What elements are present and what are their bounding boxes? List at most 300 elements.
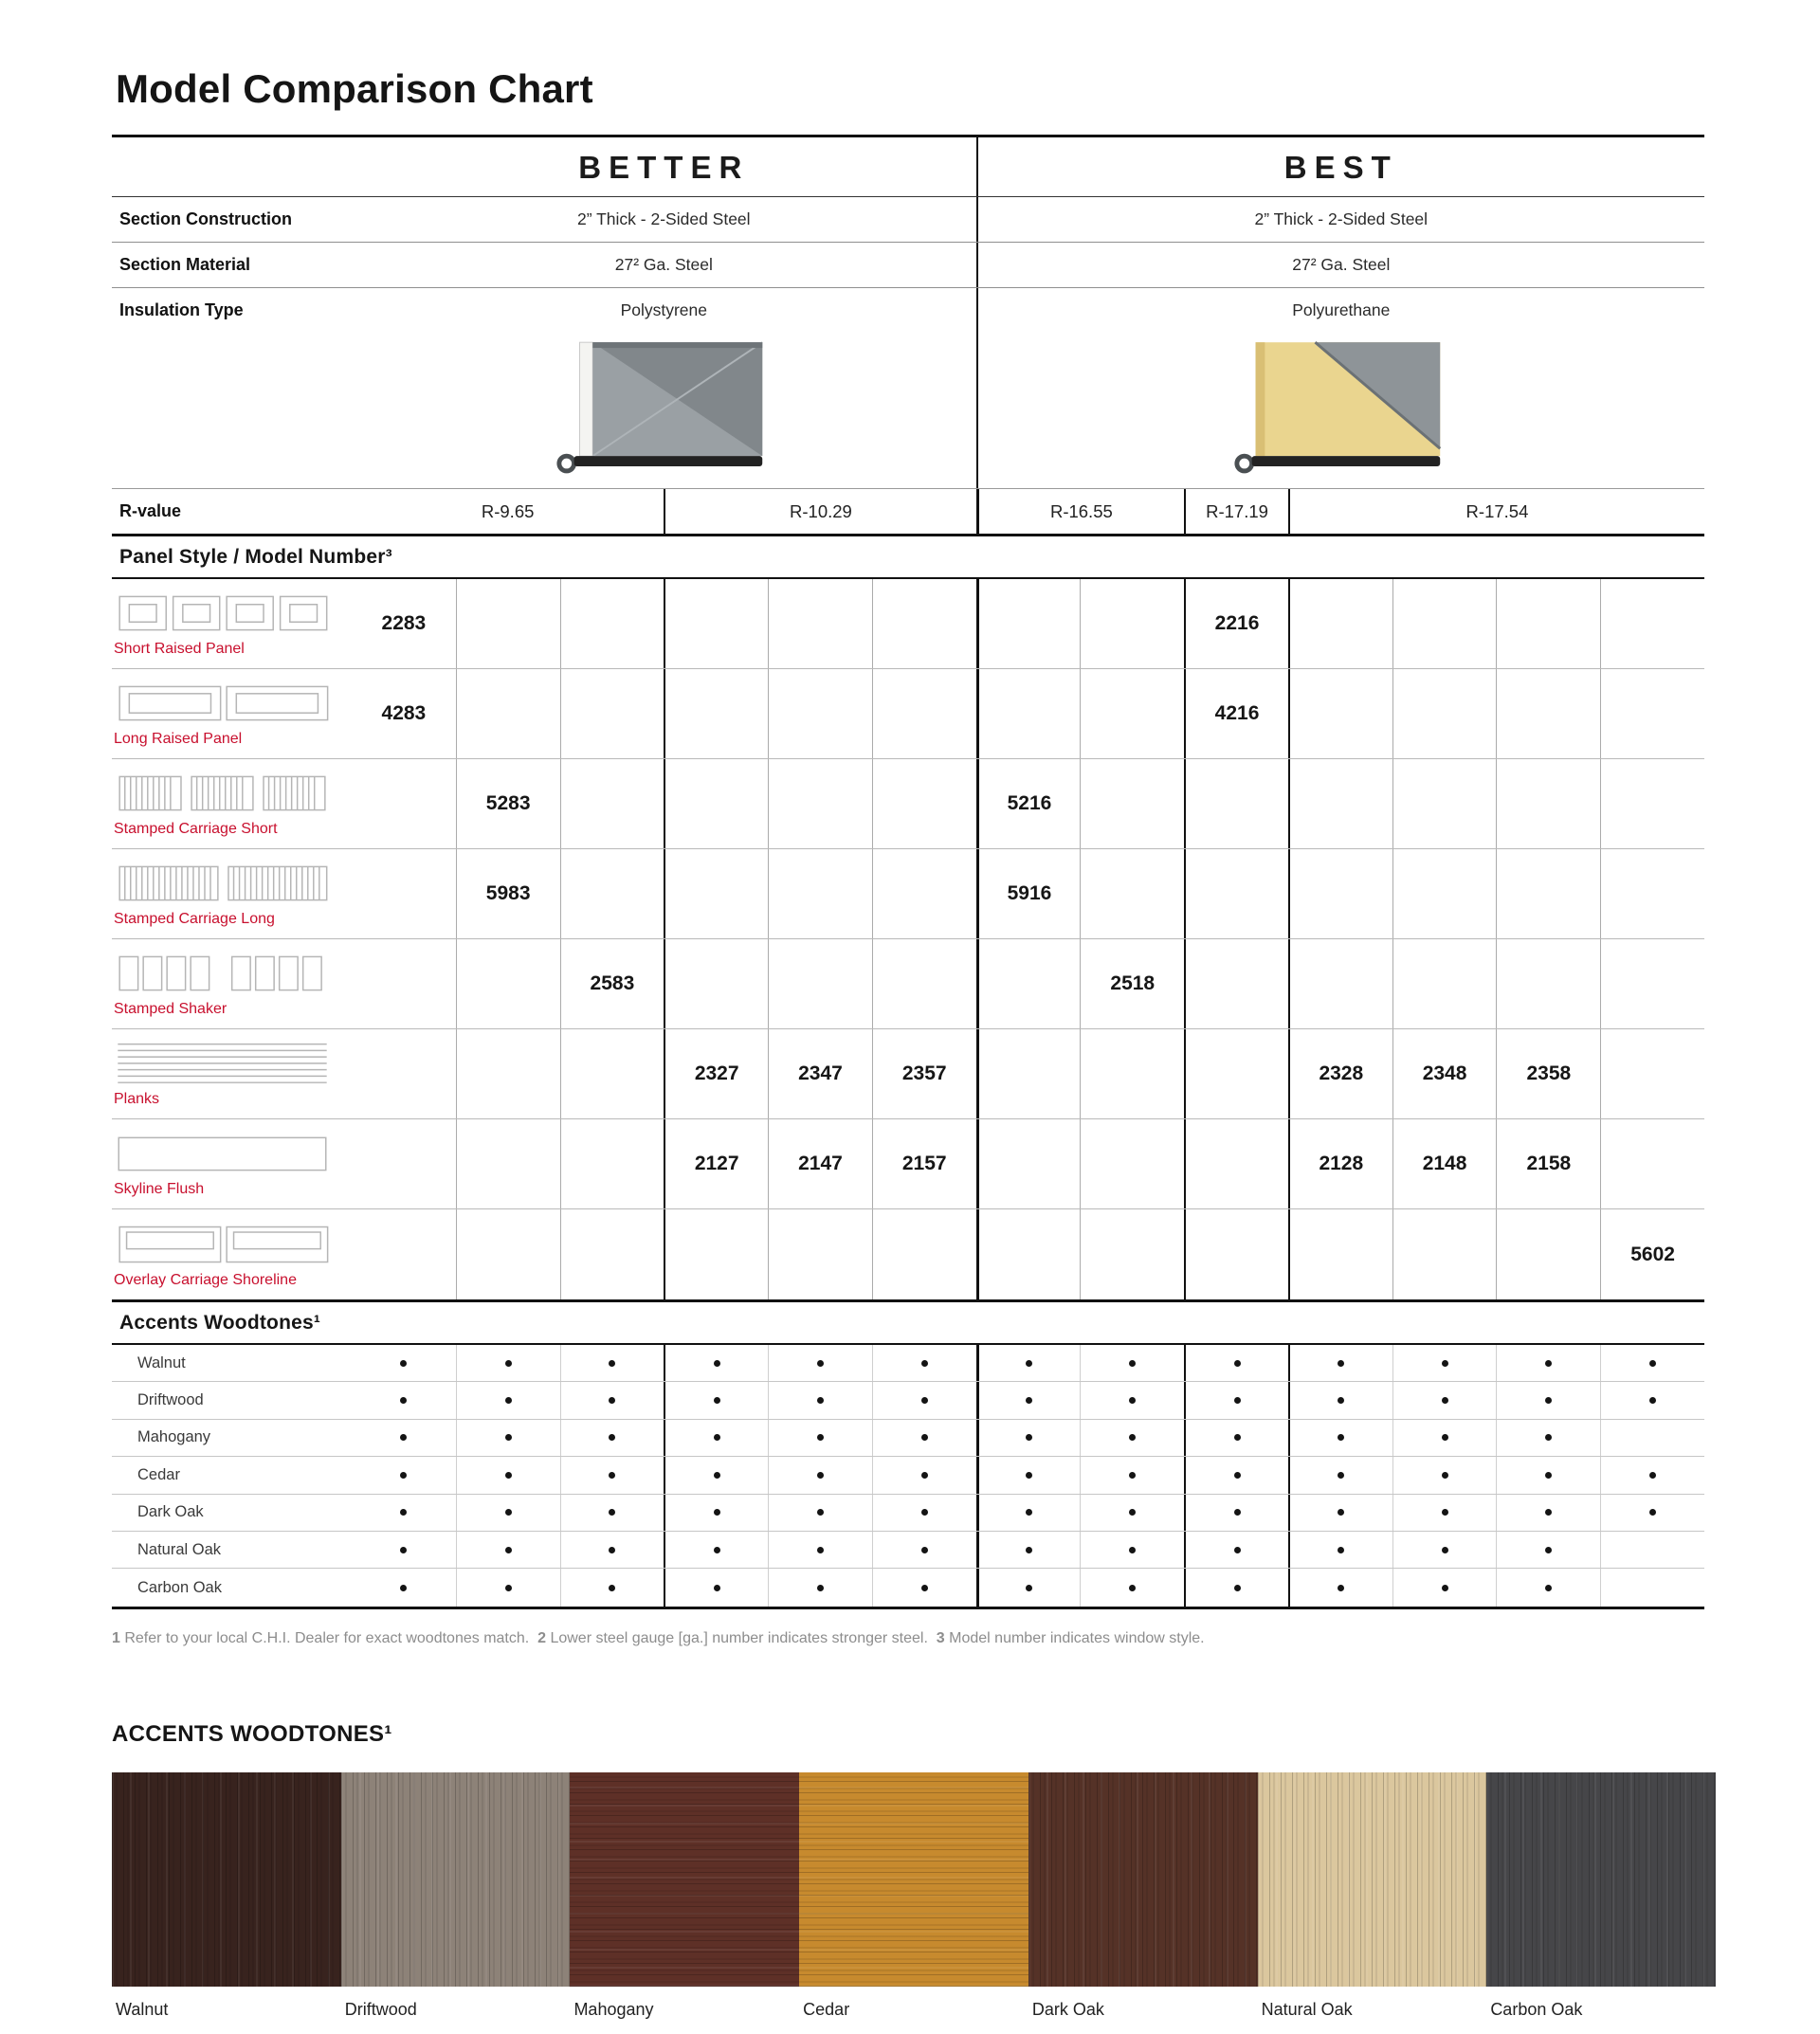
availability-dot	[609, 1434, 615, 1441]
empty-model-cell	[352, 939, 456, 1028]
woodtone-availability-cell	[1392, 1457, 1497, 1493]
panel-style-row	[112, 1119, 1704, 1209]
panel-style-label-cell	[112, 1209, 352, 1299]
availability-dot	[921, 1397, 928, 1404]
availability-dot	[1129, 1547, 1136, 1553]
best-header: BEST	[976, 137, 1704, 196]
insulation-images-row	[112, 333, 1704, 488]
empty-model-cell	[976, 1209, 1081, 1299]
swatch-label: Cedar	[803, 1999, 850, 2019]
empty-model-cell	[560, 849, 664, 938]
empty-model-cell	[1600, 1119, 1704, 1208]
empty-model-cell	[976, 939, 1081, 1028]
availability-dot	[1338, 1397, 1344, 1404]
swatch-cedar	[799, 1772, 1028, 1987]
empty-model-cell	[352, 1029, 456, 1118]
empty-model-cell	[1496, 669, 1600, 758]
empty-model-cell	[872, 579, 976, 668]
woodtone-availability-cell	[664, 1382, 768, 1418]
availability-dot	[1026, 1509, 1032, 1516]
availability-dot	[921, 1434, 928, 1441]
availability-dot	[1442, 1585, 1448, 1591]
accents-woodtones-title: ACCENTS WOODTONES¹	[112, 1720, 392, 1747]
woodtone-availability-cell	[1184, 1495, 1288, 1531]
footnote-number: 3	[936, 1629, 945, 1646]
empty-model-cell	[768, 759, 872, 848]
empty-model-cell	[1184, 1029, 1288, 1118]
empty-model-cell	[1392, 849, 1497, 938]
woodtone-row	[112, 1495, 1704, 1532]
woodtone-availability-cell	[456, 1382, 560, 1418]
availability-dot	[1234, 1434, 1241, 1441]
woodtone-availability-cell	[664, 1569, 768, 1606]
availability-dot	[817, 1585, 824, 1591]
availability-dot	[1545, 1509, 1552, 1516]
spec-row	[112, 243, 1704, 288]
footnote-text: Model number indicates window style.	[944, 1629, 1213, 1646]
empty-model-cell	[1496, 579, 1600, 668]
woodtone-availability-cell	[1496, 1345, 1600, 1381]
woodtone-availability-cell	[1080, 1532, 1184, 1568]
woodtone-availability-cell	[1496, 1382, 1600, 1418]
availability-dot	[921, 1585, 928, 1591]
woodtone-availability-cell	[1288, 1532, 1392, 1568]
availability-dot	[1442, 1360, 1448, 1367]
woodtone-availability-cell	[560, 1345, 664, 1381]
empty-model-cell	[560, 579, 664, 668]
empty-model-cell	[1600, 579, 1704, 668]
best-image-cell	[976, 333, 1704, 488]
availability-dot	[1026, 1360, 1032, 1367]
footnote-number: 1	[112, 1629, 120, 1646]
skyline-flush-icon	[112, 1130, 333, 1177]
comparison-table	[112, 135, 1704, 1609]
polyurethane-cross-section-image	[1229, 338, 1453, 479]
availability-dot	[1442, 1509, 1448, 1516]
availability-dot	[714, 1509, 720, 1516]
empty-model-cell	[456, 579, 560, 668]
stamped-carriage-long-icon	[112, 860, 333, 907]
swatch-label: Driftwood	[344, 1999, 417, 2019]
availability-dot	[505, 1472, 512, 1479]
page-title: Model Comparison Chart	[116, 66, 593, 111]
empty-model-cell	[1392, 669, 1497, 758]
model-number-cell: 2347	[768, 1029, 872, 1118]
availability-dot	[1442, 1472, 1448, 1479]
availability-dot	[1545, 1434, 1552, 1441]
woodtone-availability-cell	[1080, 1345, 1184, 1381]
availability-dot	[817, 1360, 824, 1367]
empty-model-cell	[1496, 759, 1600, 848]
woodtone-availability-cell	[664, 1457, 768, 1493]
empty-model-cell	[560, 1209, 664, 1299]
availability-dot	[400, 1547, 407, 1553]
woodtone-availability-cell	[768, 1420, 872, 1456]
woodtone-availability-cell	[1600, 1420, 1704, 1456]
woodtone-availability-cell	[1600, 1532, 1704, 1568]
empty-model-cell	[1600, 669, 1704, 758]
availability-dot	[1649, 1360, 1656, 1367]
empty-model-cell	[1080, 1029, 1184, 1118]
empty-model-cell	[352, 759, 456, 848]
swatch-label: Walnut	[116, 1999, 169, 2019]
availability-dot	[505, 1585, 512, 1591]
woodtone-availability-cell	[872, 1420, 976, 1456]
panel-style-label-cell	[112, 939, 352, 1028]
availability-dot	[505, 1397, 512, 1404]
availability-dot	[1234, 1472, 1241, 1479]
woodtone-availability-cell	[456, 1345, 560, 1381]
availability-dot	[609, 1472, 615, 1479]
availability-dot	[609, 1547, 615, 1553]
availability-dot	[1649, 1509, 1656, 1516]
better-image-cell	[352, 333, 976, 488]
model-number-cell: 2358	[1496, 1029, 1600, 1118]
woodtone-availability-cell	[768, 1457, 872, 1493]
availability-dot	[609, 1585, 615, 1591]
panel-style-name: Long Raised Panel	[114, 731, 243, 747]
r-value: R-10.29	[664, 489, 975, 534]
empty-model-cell	[1392, 939, 1497, 1028]
empty-model-cell	[1600, 1029, 1704, 1118]
empty-model-cell	[1080, 759, 1184, 848]
availability-dot	[1129, 1434, 1136, 1441]
empty-model-cell	[1184, 1119, 1288, 1208]
stamped-shaker-icon	[112, 950, 333, 997]
woodtone-availability-cell	[1600, 1569, 1704, 1606]
model-number-cell: 2518	[1080, 939, 1184, 1028]
woodtone-row	[112, 1532, 1704, 1569]
woodtone-availability-cell	[664, 1532, 768, 1568]
empty-model-cell	[1184, 759, 1288, 848]
accents-woodtones-section-header: Accents Woodtones¹	[112, 1299, 1704, 1345]
woodtone-availability-cell	[1392, 1495, 1497, 1531]
woodtone-availability-cell	[1288, 1495, 1392, 1531]
woodtone-availability-cell	[352, 1345, 456, 1381]
r-value: R-17.19	[1184, 489, 1288, 534]
woodtone-availability-cell	[664, 1345, 768, 1381]
swatch-dark-oak	[1028, 1772, 1258, 1987]
woodtone-swatch	[799, 1772, 1028, 2020]
woodtone-availability-cell	[976, 1457, 1081, 1493]
availability-dot	[1545, 1397, 1552, 1404]
woodtone-availability-cell	[1184, 1345, 1288, 1381]
panel-style-row	[112, 669, 1704, 759]
footnote-text: Refer to your local C.H.I. Dealer for exact woodtones match.	[119, 1629, 538, 1646]
woodtone-swatch	[1258, 1772, 1487, 2020]
panel-style-name: Stamped Shaker	[114, 1001, 228, 1017]
model-number-cell: 4283	[381, 702, 427, 724]
woodtone-availability-cell	[1080, 1420, 1184, 1456]
availability-dot	[1649, 1397, 1656, 1404]
panel-style-row	[112, 759, 1704, 849]
woodtone-name: Walnut	[137, 1353, 186, 1371]
woodtone-availability-cell	[352, 1382, 456, 1418]
empty-model-cell	[976, 1029, 1081, 1118]
empty-model-cell	[560, 1119, 664, 1208]
woodtone-swatch	[112, 1772, 341, 2020]
woodtone-availability-cell	[1600, 1382, 1704, 1418]
empty-model-cell	[872, 939, 976, 1028]
empty-model-cell	[1600, 939, 1704, 1028]
empty-model-cell	[560, 1029, 664, 1118]
availability-dot	[609, 1360, 615, 1367]
availability-dot	[609, 1509, 615, 1516]
woodtone-availability-cell	[1288, 1345, 1392, 1381]
panel-style-name: Overlay Carriage Shoreline	[114, 1271, 297, 1288]
empty-model-cell	[872, 1209, 976, 1299]
panel-style-name: Skyline Flush	[114, 1181, 205, 1197]
panel-style-row	[112, 939, 1704, 1029]
swatch-label: Dark Oak	[1031, 1999, 1104, 2019]
availability-dot	[817, 1547, 824, 1553]
empty-model-cell	[1496, 939, 1600, 1028]
woodtone-availability-cell	[1080, 1569, 1184, 1606]
woodtone-availability-cell	[1496, 1457, 1600, 1493]
tier-header-row	[112, 137, 1704, 197]
empty-model-cell	[1288, 669, 1392, 758]
empty-model-cell	[1496, 849, 1600, 938]
spec-rows	[112, 197, 1704, 333]
better-header: BETTER	[578, 150, 750, 185]
availability-dot	[714, 1397, 720, 1404]
panel-style-row	[112, 1029, 1704, 1119]
woodtone-availability-cell	[1288, 1569, 1392, 1606]
model-number-cell: 5602	[1600, 1209, 1704, 1299]
availability-dot	[817, 1472, 824, 1479]
spec-value-better: 2” Thick - 2-Sided Steel	[577, 209, 751, 228]
woodtone-name: Dark Oak	[137, 1503, 204, 1521]
panel-style-row	[112, 579, 1704, 669]
woodtone-availability-cell	[768, 1569, 872, 1606]
woodtone-availability-cell	[872, 1382, 976, 1418]
availability-dot	[1338, 1472, 1344, 1479]
woodtone-availability-cell	[560, 1382, 664, 1418]
empty-model-cell	[664, 759, 768, 848]
availability-dot	[1545, 1547, 1552, 1553]
woodtone-availability-cell	[1184, 1457, 1288, 1493]
empty-model-cell	[1080, 1209, 1184, 1299]
availability-dot	[400, 1360, 407, 1367]
panel-style-name: Stamped Carriage Long	[114, 911, 275, 927]
availability-dot	[817, 1397, 824, 1404]
availability-dot	[1234, 1509, 1241, 1516]
empty-model-cell	[768, 849, 872, 938]
model-number-cell: 5983	[456, 849, 560, 938]
spec-row	[112, 197, 1704, 243]
woodtone-availability-cell	[1288, 1420, 1392, 1456]
availability-dot	[921, 1547, 928, 1553]
availability-dot	[505, 1547, 512, 1553]
header-spacer	[112, 137, 352, 196]
woodtone-availability-cell	[976, 1532, 1081, 1568]
footnotes	[112, 1630, 1704, 1647]
empty-model-cell	[560, 669, 664, 758]
empty-model-cell	[768, 669, 872, 758]
spec-value-better: 27² Ga. Steel	[614, 255, 713, 274]
availability-dot	[1442, 1397, 1448, 1404]
woodtone-availability-cell	[1392, 1532, 1497, 1568]
availability-dot	[1129, 1360, 1136, 1367]
woodtone-availability-cell	[352, 1532, 456, 1568]
panel-style-row	[112, 1209, 1704, 1299]
empty-model-cell	[1288, 939, 1392, 1028]
r-value: R-16.55	[976, 489, 1185, 534]
model-number-cell: 2283	[381, 612, 427, 634]
empty-model-cell	[352, 1209, 456, 1299]
spec-row	[112, 288, 1704, 333]
swatch-label: Mahogany	[573, 1999, 654, 2019]
availability-dot	[1234, 1547, 1241, 1553]
model-number-cell: 2328	[1288, 1029, 1392, 1118]
availability-dot	[1026, 1434, 1032, 1441]
woodtone-name: Natural Oak	[137, 1540, 222, 1558]
woodtone-availability-cell	[1496, 1532, 1600, 1568]
woodtone-availability-cell	[352, 1495, 456, 1531]
empty-model-cell	[976, 1119, 1081, 1208]
empty-model-cell	[1080, 669, 1184, 758]
availability-dot	[714, 1360, 720, 1367]
woodtone-row	[112, 1345, 1704, 1382]
model-number-cell: 2157	[872, 1119, 976, 1208]
woodtone-availability-cell	[664, 1420, 768, 1456]
woodtone-availability-cell	[560, 1569, 664, 1606]
availability-dot	[1234, 1360, 1241, 1367]
empty-model-cell	[1288, 1209, 1392, 1299]
planks-icon	[112, 1040, 333, 1087]
empty-model-cell	[560, 759, 664, 848]
r-value: R-9.65	[481, 500, 535, 521]
woodtone-availability-cell	[1184, 1420, 1288, 1456]
empty-model-cell	[976, 579, 1081, 668]
panel-style-name: Planks	[114, 1091, 160, 1107]
woodtone-row	[112, 1569, 1704, 1606]
woodtone-availability-cell	[456, 1569, 560, 1606]
spec-value-best: 2” Thick - 2-Sided Steel	[976, 197, 1704, 242]
images-row-spacer	[112, 333, 352, 488]
empty-model-cell	[976, 669, 1081, 758]
woodtone-availability-cell	[976, 1382, 1081, 1418]
woodtone-availability-cell	[976, 1569, 1081, 1606]
empty-model-cell	[664, 1209, 768, 1299]
woodtone-availability-cell	[1184, 1382, 1288, 1418]
woodtone-availability-cell	[1496, 1569, 1600, 1606]
woodtone-availability-cell	[976, 1345, 1081, 1381]
empty-model-cell	[768, 939, 872, 1028]
swatch-mahogany	[570, 1772, 799, 1987]
woodtone-availability-cell	[456, 1457, 560, 1493]
woodtone-availability-cell	[1184, 1532, 1288, 1568]
availability-dot	[1338, 1509, 1344, 1516]
woodtone-availability-cell	[456, 1532, 560, 1568]
woodtone-availability-cell	[352, 1420, 456, 1456]
swatch-label: Carbon Oak	[1490, 1999, 1583, 2019]
availability-dot	[1026, 1585, 1032, 1591]
availability-dot	[1338, 1434, 1344, 1441]
stamped-carriage-short-icon	[112, 770, 333, 817]
availability-dot	[714, 1547, 720, 1553]
spec-label: Insulation Type	[119, 300, 244, 319]
availability-dot	[921, 1360, 928, 1367]
woodtone-name: Driftwood	[137, 1391, 204, 1409]
availability-dot	[1234, 1397, 1241, 1404]
availability-dot	[1026, 1397, 1032, 1404]
woodtone-availability-cell	[768, 1345, 872, 1381]
empty-model-cell	[456, 669, 560, 758]
empty-model-cell	[768, 1209, 872, 1299]
model-number-cell: 2147	[768, 1119, 872, 1208]
panel-style-label-cell	[112, 1029, 352, 1118]
spec-label: Section Construction	[119, 209, 293, 228]
availability-dot	[400, 1434, 407, 1441]
availability-dot	[609, 1397, 615, 1404]
availability-dot	[714, 1434, 720, 1441]
woodtone-availability-cell	[1392, 1345, 1497, 1381]
spec-value-best: Polyurethane	[976, 288, 1704, 333]
empty-model-cell	[768, 579, 872, 668]
panel-style-label-cell	[112, 759, 352, 848]
swatch-natural-oak	[1258, 1772, 1487, 1987]
woodtone-availability-cell	[560, 1495, 664, 1531]
woodtone-availability-cell	[1184, 1569, 1288, 1606]
empty-model-cell	[456, 1209, 560, 1299]
swatch-walnut	[112, 1772, 341, 1987]
woodtone-availability-cell	[560, 1420, 664, 1456]
empty-model-cell	[664, 849, 768, 938]
panel-style-name: Stamped Carriage Short	[114, 821, 278, 837]
empty-model-cell	[1184, 1209, 1288, 1299]
empty-model-cell	[872, 669, 976, 758]
availability-dot	[714, 1585, 720, 1591]
woodtone-swatch	[1486, 1772, 1716, 2020]
empty-model-cell	[1288, 849, 1392, 938]
empty-model-cell	[352, 1119, 456, 1208]
model-number-cell: 5916	[976, 849, 1081, 938]
woodtone-availability-cell	[768, 1495, 872, 1531]
woodtone-availability-cell	[352, 1569, 456, 1606]
woodtone-name: Mahogany	[137, 1428, 211, 1446]
availability-dot	[921, 1509, 928, 1516]
empty-model-cell	[1392, 1209, 1497, 1299]
model-number-cell: 2583	[560, 939, 664, 1028]
woodtone-availability-cell	[768, 1382, 872, 1418]
swatch-driftwood	[341, 1772, 571, 1987]
woodtone-availability-cell	[456, 1420, 560, 1456]
empty-model-cell	[1184, 939, 1288, 1028]
r-value-row	[112, 488, 1704, 534]
woodtone-availability-cell	[456, 1495, 560, 1531]
model-number-cell: 5216	[976, 759, 1081, 848]
woodtone-availability-cell	[1288, 1382, 1392, 1418]
empty-model-cell	[664, 939, 768, 1028]
woodtone-availability-cell	[1600, 1495, 1704, 1531]
model-number-cell: 4216	[1184, 669, 1288, 758]
empty-model-cell	[1080, 579, 1184, 668]
availability-dot	[400, 1397, 407, 1404]
panel-style-label-cell	[112, 579, 352, 668]
woodtone-row	[112, 1420, 1704, 1457]
availability-dot	[1026, 1547, 1032, 1553]
empty-model-cell	[1600, 849, 1704, 938]
r-value: R-17.54	[1288, 489, 1704, 534]
panel-style-name: Short Raised Panel	[114, 641, 245, 657]
woodtone-availability-cell	[872, 1457, 976, 1493]
woodtone-availability-cell	[768, 1532, 872, 1568]
spec-value-better: Polystyrene	[620, 300, 708, 319]
footnote-text: Lower steel gauge [ga.] number indicates stronger steel.	[546, 1629, 937, 1646]
woodtone-availability-cell	[1600, 1345, 1704, 1381]
spec-value-best: 27² Ga. Steel	[976, 243, 1704, 287]
